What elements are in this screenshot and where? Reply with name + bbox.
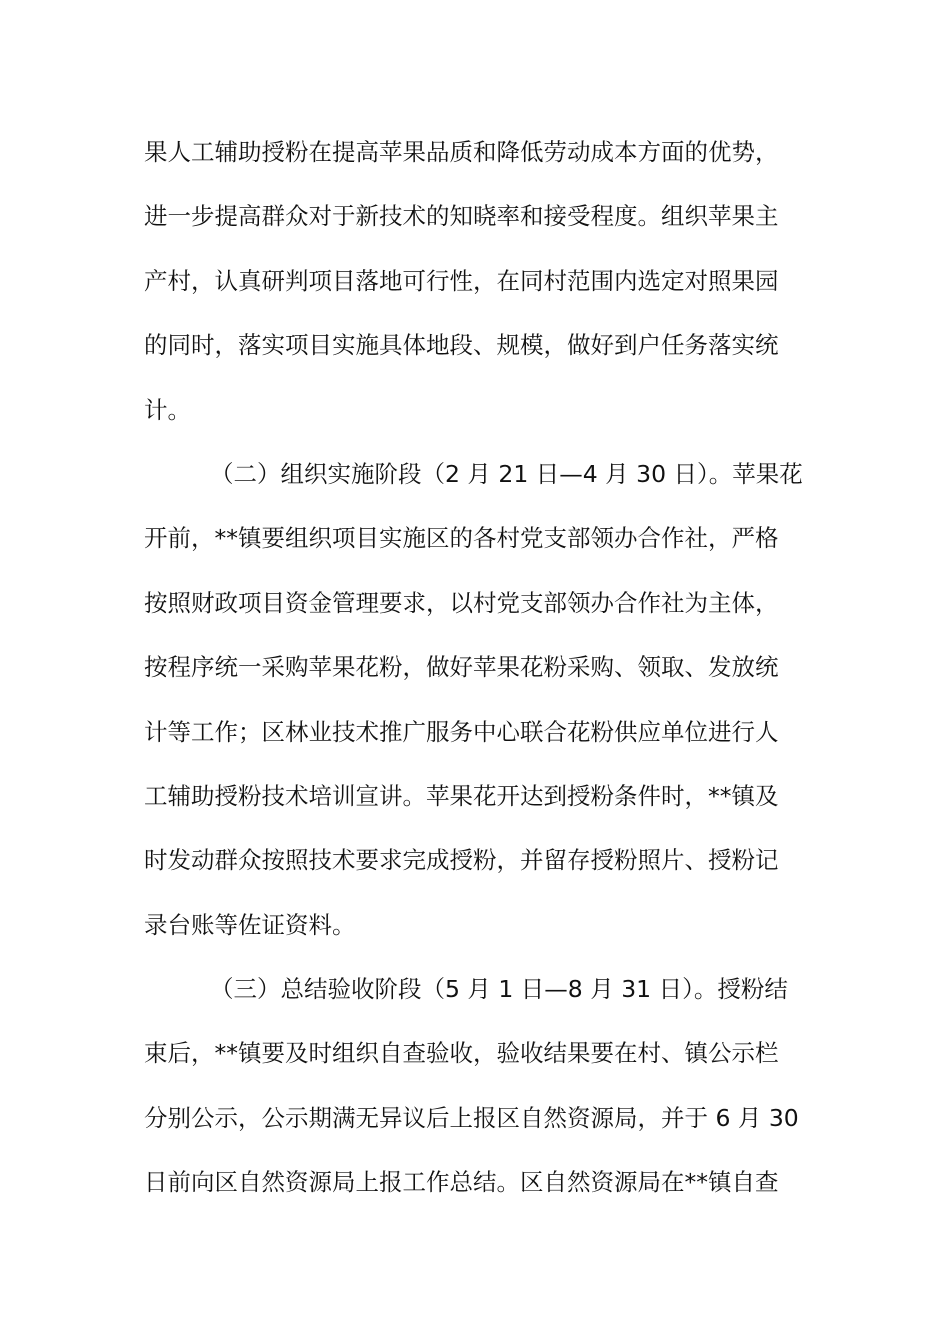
text-line: 录台账等佐证资料。 bbox=[144, 910, 356, 939]
text-line: 按照财政项目资金管理要求，以村党支部领办合作社为主体， bbox=[144, 588, 779, 617]
text-line: 分别公示，公示期满无异议后上报区自然资源局，并于 6 月 30 bbox=[144, 1103, 799, 1132]
text-line: 工辅助授粉技术培训宣讲。苹果花开达到授粉条件时，**镇及 bbox=[144, 781, 779, 810]
text-line: 时发动群众按照技术要求完成授粉，并留存授粉照片、授粉记 bbox=[144, 846, 779, 875]
text-line: 计等工作；区林业技术推广服务中心联合花粉供应单位进行人 bbox=[144, 717, 779, 746]
text-line: 果人工辅助授粉在提高苹果品质和降低劳动成本方面的优势， bbox=[144, 138, 779, 166]
section-heading-line: （三）总结验收阶段（5 月 1 日—8 月 31 日）。授粉结 bbox=[210, 975, 788, 1004]
text-line: 束后，**镇要及时组织自查验收，验收结果要在村、镇公示栏 bbox=[144, 1039, 779, 1068]
document-body bbox=[144, 120, 806, 1215]
section-heading-line: （二）组织实施阶段（2 月 21 日—4 月 30 日）。苹果花 bbox=[210, 459, 803, 488]
text-line: 进一步提高群众对于新技术的知晓率和接受程度。组织苹果主 bbox=[144, 202, 779, 231]
text-line: 按程序统一采购苹果花粉，做好苹果花粉采购、领取、发放统 bbox=[144, 653, 779, 682]
text-line: 产村，认真研判项目落地可行性，在同村范围内选定对照果园 bbox=[144, 266, 779, 295]
text-line: 开前，**镇要组织项目实施区的各村党支部领办合作社，严格 bbox=[144, 524, 779, 553]
text-line: 计。 bbox=[144, 395, 191, 424]
text-line: 日前向区自然资源局上报工作总结。区自然资源局在**镇自查 bbox=[144, 1168, 779, 1197]
text-line: 的同时，落实项目实施具体地段、规模，做好到户任务落实统 bbox=[144, 331, 779, 360]
